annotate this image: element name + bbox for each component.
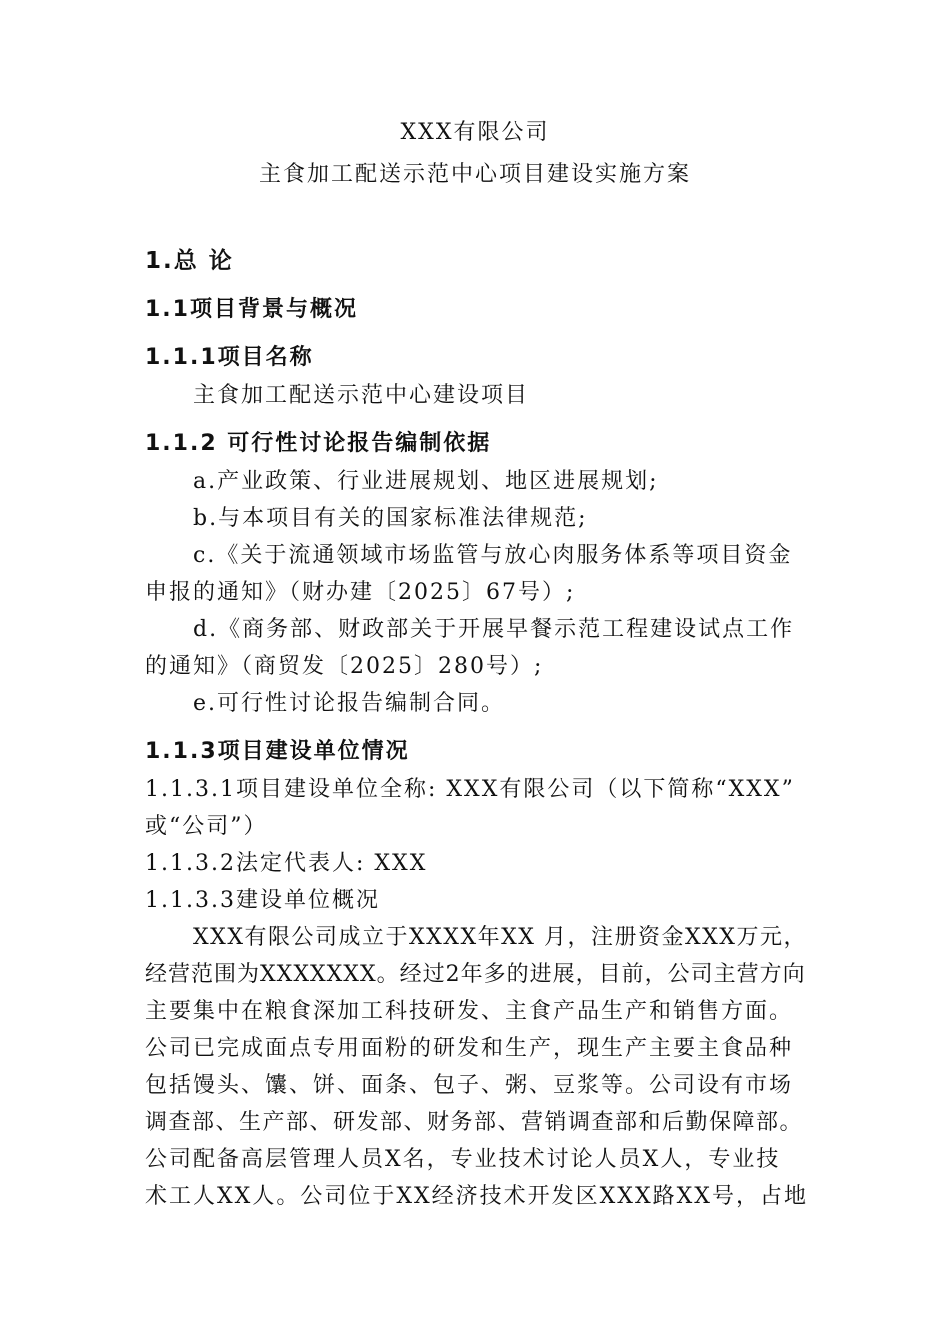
heading-1: 1.总 论 bbox=[145, 248, 234, 274]
overview-paragraph-line6: 调查部、生产部、研发部、财务部、营销调查部和后勤保障部。 bbox=[145, 1110, 804, 1135]
basis-item-d-line2: 的通知》（商贸发〔2025〕280号）; bbox=[145, 654, 544, 679]
heading-1-1: 1.1项目背景与概况 bbox=[145, 297, 358, 322]
heading-1-1-1: 1.1.1项目名称 bbox=[145, 345, 314, 370]
overview-paragraph-line4: 公司已完成面点专用面粉的研发和生产，现生产主要主食品种 bbox=[145, 1036, 794, 1061]
overview-paragraph-line1: XXX有限公司成立于XXXX年XX 月，注册资金XXX万元， bbox=[193, 925, 807, 950]
basis-item-a: a.产业政策、行业进展规划、地区进展规划; bbox=[193, 469, 659, 494]
overview-paragraph-line2: 经营范围为XXXXXXX。经过2年多的进展，目前，公司主营方向 bbox=[145, 962, 806, 987]
unit-overview-heading: 1.1.3.3建设单位概况 bbox=[145, 888, 380, 913]
legal-representative: 1.1.3.2法定代表人: XXX bbox=[145, 851, 428, 876]
basis-item-c-line2: 申报的通知》（财办建〔2025〕67号）; bbox=[145, 580, 576, 605]
overview-paragraph-line8: 术工人XX人。公司位于XX经济技术开发区XXX路XX号，占地 bbox=[145, 1184, 808, 1209]
project-name-text: 主食加工配送示范中心建设项目 bbox=[193, 383, 530, 408]
overview-paragraph-line5: 包括馒头、馕、饼、面条、包子、粥、豆浆等。公司设有市场 bbox=[145, 1073, 794, 1098]
heading-1-1-3: 1.1.3项目建设单位情况 bbox=[145, 739, 410, 764]
document-title: 主食加工配送示范中心项目建设实施方案 bbox=[258, 162, 691, 187]
basis-item-c-line1: c.《关于流通领域市场监管与放心肉服务体系等项目资金 bbox=[193, 543, 793, 568]
basis-item-d-line1: d.《商务部、财政部关于开展早餐示范工程建设试点工作 bbox=[193, 617, 795, 642]
unit-fullname-line2: 或“公司”） bbox=[145, 814, 268, 839]
heading-1-1-2: 1.1.2 可行性讨论报告编制依据 bbox=[145, 431, 492, 456]
company-title: XXX有限公司 bbox=[400, 120, 550, 145]
basis-item-b: b.与本项目有关的国家标准法律规范; bbox=[193, 506, 588, 531]
overview-paragraph-line3: 主要集中在粮食深加工科技研发、主食产品生产和销售方面。 bbox=[145, 999, 794, 1024]
overview-paragraph-line7: 公司配备高层管理人员X名，专业技术讨论人员X人，专业技 bbox=[145, 1147, 781, 1172]
basis-item-e: e.可行性讨论报告编制合同。 bbox=[193, 691, 506, 716]
unit-fullname-line1: 1.1.3.1项目建设单位全称: XXX有限公司（以下简称“XXX” bbox=[145, 777, 795, 802]
